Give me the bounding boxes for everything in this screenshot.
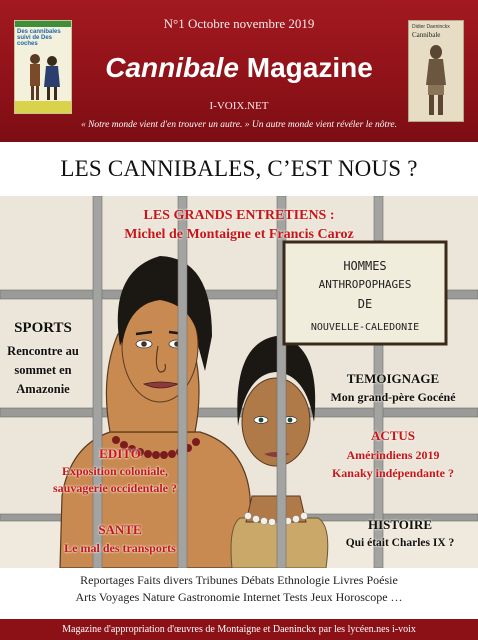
teaser-histoire-sub[interactable]: Qui était Charles IX ?: [345, 537, 455, 549]
book-cover-right: Didier Daeninckx Cannibale: [408, 20, 464, 122]
svg-text:DE: DE: [357, 297, 373, 311]
masthead-band: [0, 0, 478, 142]
teaser-sante-head[interactable]: SANTE: [98, 522, 142, 537]
teaser-temoignage-head[interactable]: TEMOIGNAGE: [346, 371, 440, 386]
teaser-sports-head[interactable]: SPORTS: [14, 320, 72, 336]
issue-info: N°1 Octobre novembre 2019: [163, 16, 315, 31]
svg-text:NOUVELLE-CALEDONIE: NOUVELLE-CALEDONIE: [310, 322, 420, 333]
teaser-edito-sub[interactable]: Exposition coloniale, sauvagerie occidentale ?: [53, 464, 177, 495]
teaser-actus-sub[interactable]: Amérindiens 2019 Kanaky indépendante ?: [331, 448, 455, 480]
teaser-sante-sub[interactable]: Le mal des transports: [64, 541, 176, 555]
main-headline: LES CANNIBALES, C’EST NOUS ?: [60, 156, 418, 181]
tagline-quote: « Notre monde vient d'en trouver un autre. » Un autre monde vient révéler le nôtre.: [80, 120, 398, 130]
anthropophages-sign: [284, 242, 446, 344]
book-left-title: Des cannibales suivi de Des coches: [17, 29, 61, 47]
section-list-line-2: Arts Voyages Nature Gastronomie Internet Tests Jeux Horoscope …: [75, 590, 403, 604]
footer-credit: Magazine d'appropriation d'œuvres de Montaigne et Daeninckx par les lycéen.nes i-voix: [0, 619, 478, 640]
teaser-sports-sub[interactable]: Rencontre au sommet en Amazonie: [7, 344, 79, 396]
teaser-temoignage-sub[interactable]: Mon grand-père Gocéné: [330, 390, 456, 404]
website-label: I-VOIX.NET: [209, 100, 269, 112]
teaser-entretiens-sub[interactable]: Michel de Montaigne et Francis Caroz: [124, 227, 354, 242]
teaser-entretiens-head[interactable]: LES GRANDS ENTRETIENS :: [143, 208, 335, 223]
book-right-figure-icon: [419, 43, 453, 117]
teaser-edito-head[interactable]: EDITO: [99, 446, 141, 461]
svg-text:ANTHROPOPHAGES: ANTHROPOPHAGES: [318, 278, 412, 291]
teaser-histoire-head[interactable]: HISTOIRE: [367, 517, 433, 532]
section-list-line-1: Reportages Faits divers Tribunes Débats Ethnologie Livres Poésie: [80, 573, 398, 587]
svg-text:HOMMES: HOMMES: [343, 259, 387, 273]
magazine-title: Cannibale Magazine: [105, 52, 373, 83]
teaser-actus-head[interactable]: ACTUS: [370, 428, 416, 443]
